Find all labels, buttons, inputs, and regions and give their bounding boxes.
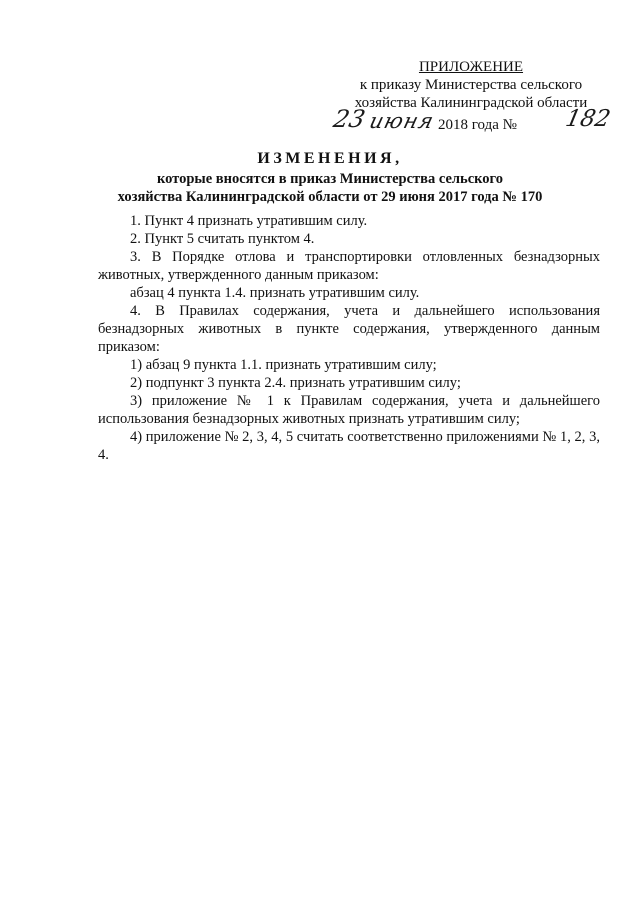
item-4-sub-3: 3) приложение № 1 к Правилам содержания, учета и дальнейшего использования безнадзорных животных признать утратившим силу;: [98, 393, 600, 427]
title-line-1: которые вносятся в приказ Министерства сельского: [156, 171, 504, 187]
appendix-date-line: [330, 105, 613, 136]
item-3-sub: абзац 4 пункта 1.4. признать утратившим силу.: [130, 285, 420, 301]
item-1: 1. Пункт 4 признать утратившим силу.: [130, 213, 368, 229]
item-4-sub-4: 4) приложение № 2, 3, 4, 5 считать соответственно приложениями № 1, 2, 3, 4.: [98, 429, 600, 463]
handwritten-order-number: 182: [563, 106, 613, 132]
item-4: 4. В Правилах содержания, учета и дальнейшего использования безнадзорных животных в пункте содержания, утвержденного данным приказом:: [98, 303, 600, 355]
title-line-2: хозяйства Калининградской области от 29 июня 2017 года № 170: [117, 189, 543, 205]
item-3: 3. В Порядке отлова и транспортировки отловленных безнадзорных животных, утвержденного данным приказом:: [98, 249, 600, 283]
appendix-line-2: хозяйства Калининградской области: [354, 95, 588, 111]
title-main: ИЗМЕНЕНИЯ,: [257, 150, 403, 167]
appendix-heading: ПРИЛОЖЕНИЕ: [418, 59, 524, 75]
document-body: [98, 212, 600, 464]
item-4-sub-1: 1) абзац 9 пункта 1.1. признать утратившим силу;: [130, 357, 437, 373]
appendix-line-1: к приказу Министерства сельского: [359, 77, 583, 93]
item-4-sub-2: 2) подпункт 3 пункта 2.4. признать утратившим силу;: [130, 375, 461, 391]
handwritten-day: 23: [331, 105, 368, 133]
document-title: [60, 150, 600, 206]
date-year-label: 2018 года №: [438, 117, 517, 133]
appendix-header: [330, 58, 612, 112]
item-2: 2. Пункт 5 считать пунктом 4.: [130, 231, 315, 247]
handwritten-month: июня: [367, 109, 437, 133]
